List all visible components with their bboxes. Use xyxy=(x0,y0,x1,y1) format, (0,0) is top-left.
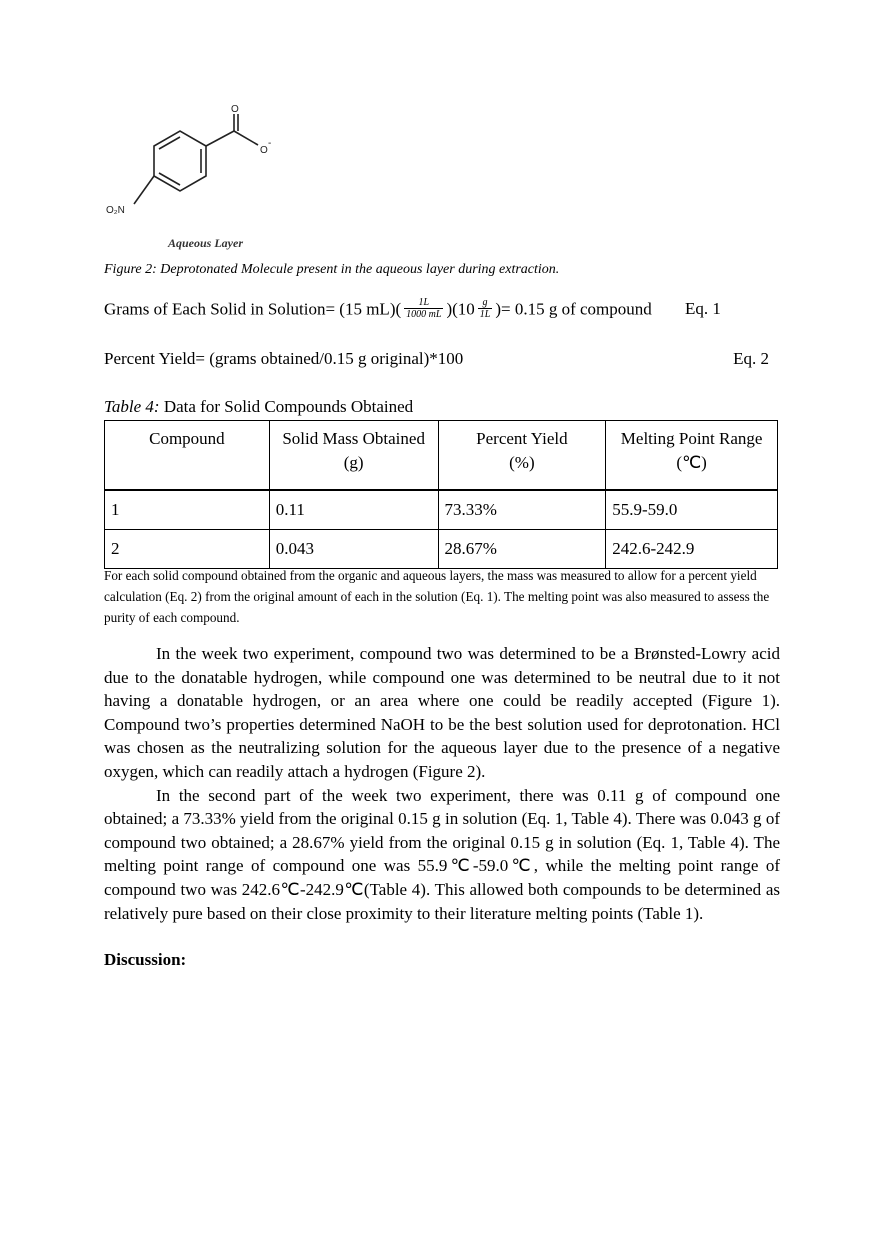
equation-2: Percent Yield= (grams obtained/0.15 g original)*100 xyxy=(104,349,464,368)
charge-label: - xyxy=(268,138,272,149)
figure-caption: Figure 2: Deprotonated Molecule present in the aqueous layer during extraction. xyxy=(104,262,560,277)
header-line: Compound xyxy=(149,429,225,448)
table-cell: 73.33% xyxy=(438,490,606,530)
table-cell: 2 xyxy=(105,530,270,569)
table-caption-text: Data for Solid Compounds Obtained xyxy=(159,397,414,416)
header-unit: (g) xyxy=(343,453,364,472)
paragraph-2: In the second part of the week two experiment, there was 0.11 g of compound one obtained; a 73.33% yield from the original 0.15 g in solution (Eq. 1, Table 4). There was 0.043 g of compound two obtained; a 28.67% yield from the original 0.15 g in solution (Eq. 1, Table 4). The melting point range of compound one was 55.9℃-59.0℃, while the melting point range of compound two was 242.6℃-242.9℃(Table 4). This allowed both compounds to be determined as relatively pure based on their close proximity to their literature melting points (Table 1). xyxy=(104,785,780,923)
table-header-row xyxy=(105,421,778,491)
header-unit: (%) xyxy=(509,453,535,472)
discussion-heading: Discussion: xyxy=(104,950,187,969)
header-melting-point xyxy=(606,421,778,491)
eq1-fraction-grams xyxy=(478,297,493,320)
header-percent-yield xyxy=(438,421,606,491)
header-compound xyxy=(105,421,270,491)
molecule-label: Aqueous Layer xyxy=(168,236,243,250)
table-cell: 28.67% xyxy=(438,530,606,569)
ring-to-carbon-bond xyxy=(206,131,234,146)
eq1-text-c: )= 0.15 g of compound xyxy=(495,299,652,319)
equation-1-label: Eq. 1 xyxy=(685,299,721,318)
table-cell: 55.9-59.0 xyxy=(606,490,778,530)
table-cell: 1 xyxy=(105,490,270,530)
header-line: Solid Mass Obtained xyxy=(282,429,425,448)
ring-to-nitro-bond xyxy=(134,176,154,204)
fraction-numerator: 1L xyxy=(404,297,443,309)
oxygen-minus-label: O xyxy=(260,145,268,156)
body-text xyxy=(104,642,780,925)
table-caption-label: Table 4: xyxy=(104,397,160,416)
header-line: Melting Point Range xyxy=(620,429,763,448)
oxygen-top-label: O xyxy=(231,104,239,115)
fraction-denominator: 1000 mL xyxy=(406,309,442,320)
eq1-fraction-liters xyxy=(404,297,443,320)
eq1-text-a: Grams of Each Solid in Solution= (15 mL)( xyxy=(104,299,402,319)
table-caption xyxy=(104,397,413,417)
header-solid-mass xyxy=(269,421,438,491)
data-table xyxy=(104,420,778,569)
eq1-text-b: )(10 xyxy=(446,299,475,319)
fraction-numerator: g xyxy=(478,297,493,309)
table-row xyxy=(105,490,778,530)
fraction-denominator: 1L xyxy=(479,309,491,320)
benzene-ring xyxy=(154,131,206,191)
table-cell: 0.11 xyxy=(269,490,438,530)
table-cell: 242.6-242.9 xyxy=(606,530,778,569)
paragraph-1: In the week two experiment, compound two was determined to be a Brønsted-Lowry acid due to the donatable hydrogen, while compound one was determined to be neutral due to it not having a donatable hydrogen, or an area where one could be readily accepted (Figure 1). Compound two’s properties determined NaOH to be the best solution used for deprotonation. HCl was chosen as the neutralizing solution for the aqueous layer due to the presence of a negative oxygen, which can readily attach a hydrogen (Figure 2). xyxy=(104,644,780,781)
header-unit: (℃) xyxy=(676,453,707,472)
header-line: Percent Yield xyxy=(476,429,568,448)
nitro-group-label: O₂N xyxy=(106,205,125,216)
carbon-oxygen-bond xyxy=(234,131,258,145)
equation-1 xyxy=(104,299,652,322)
table-cell: 0.043 xyxy=(269,530,438,569)
table-note: For each solid compound obtained from the organic and aqueous layers, the mass was measured to allow for a percent yield calculation (Eq. 2) from the original amount of each in the solution (Eq. 1). The melting point was also measured to assess the purity of each compound. xyxy=(104,568,770,625)
table-row xyxy=(105,530,778,569)
equation-2-label: Eq. 2 xyxy=(733,349,769,368)
